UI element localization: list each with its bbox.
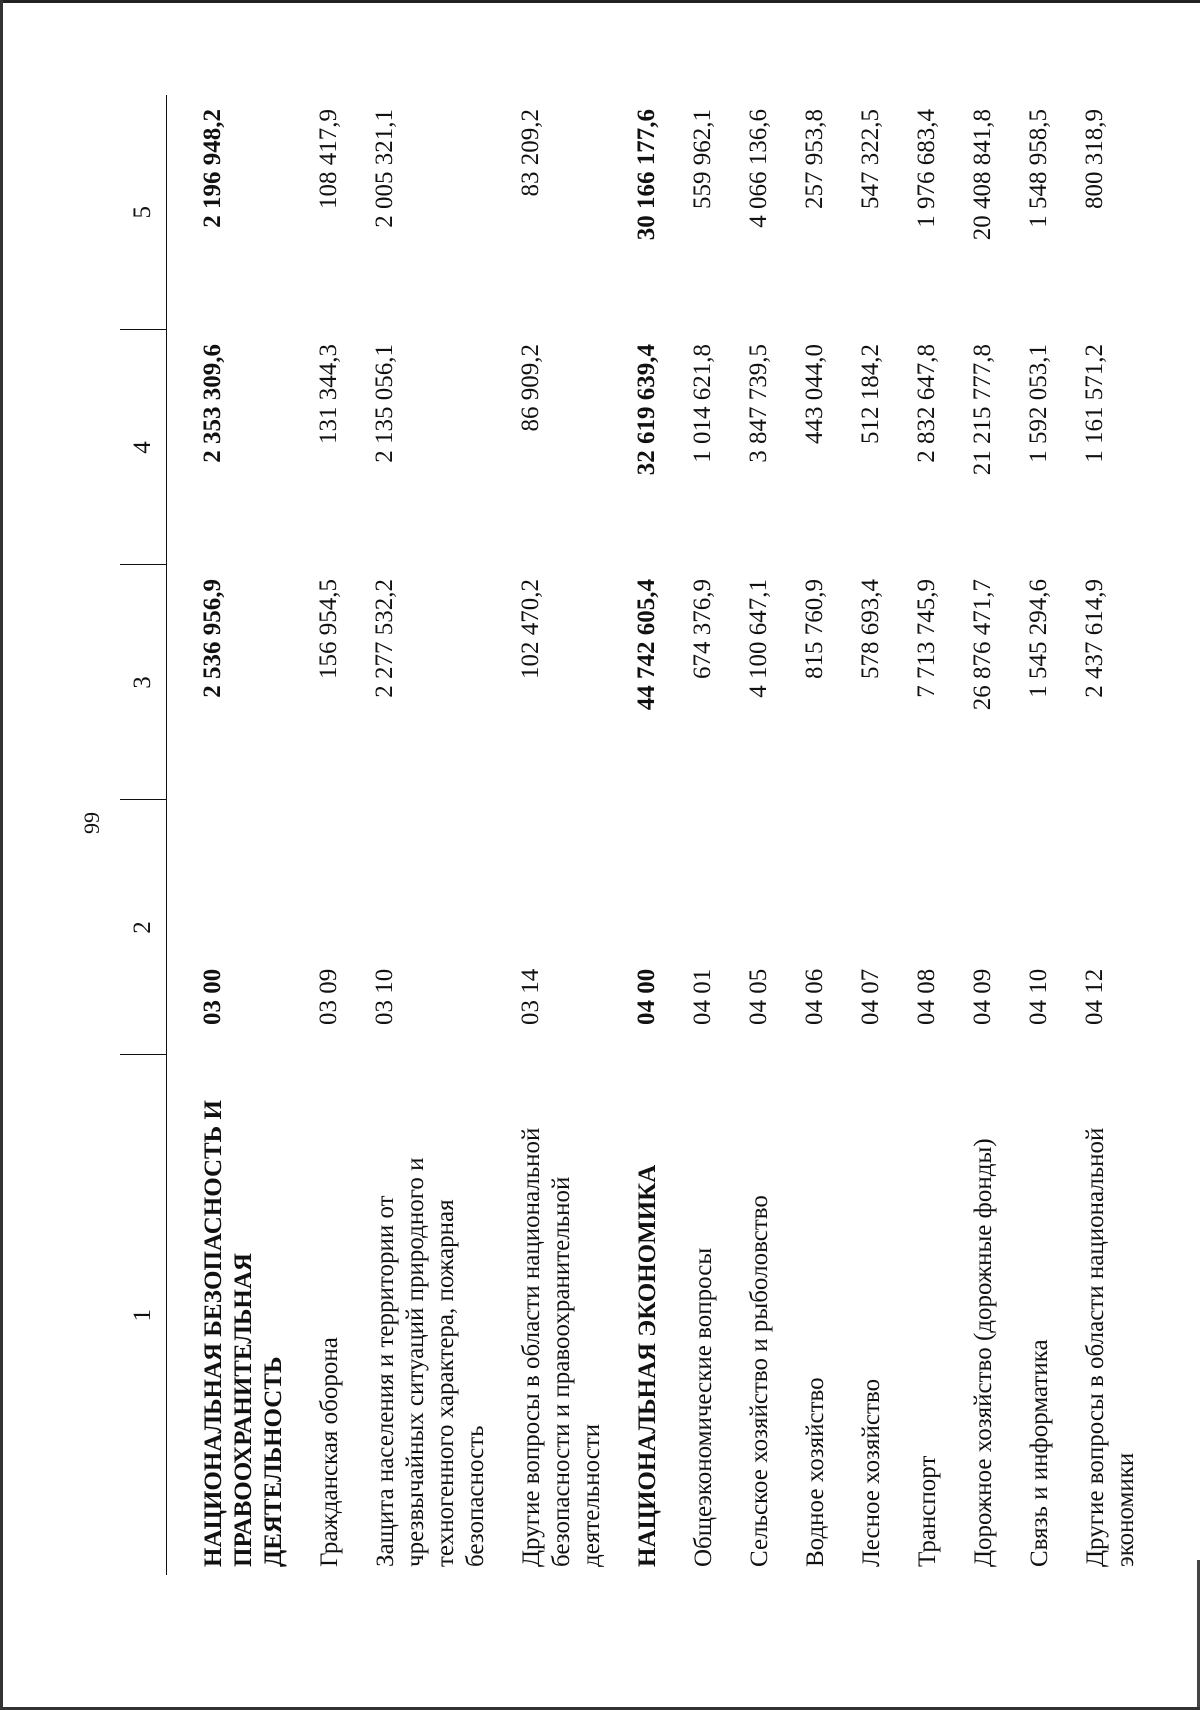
row-value-col5: 2 005 321,1 [371,109,398,228]
row-value-col4: 2 832 647,8 [913,344,940,463]
table-row [887,95,943,1575]
row-value-col3: 2 437 614,9 [1081,579,1108,698]
row-value-col4: 1 014 621,8 [689,344,716,463]
scan-edge [0,0,1200,3]
row-code-cell: 03 00 [199,968,226,1025]
row-code-cell: 04 12 [1081,968,1108,1025]
row-name-cell: Гражданская оборона [316,1337,343,1567]
row-value-col3: 102 470,2 [517,579,544,679]
row-name-cell: НАЦИОНАЛЬНАЯ ЭКОНОМИКА [634,1164,661,1567]
row-value-col3: 674 376,9 [689,579,716,679]
table-row [1055,95,1141,1575]
row-value-col5: 108 417,9 [315,109,342,209]
row-code-cell: 04 07 [857,968,884,1025]
row-value-col3: 815 760,9 [801,579,828,679]
table-row [831,95,887,1575]
row-value-col3: 156 954,5 [315,579,342,679]
row-value-col4: 1 161 571,2 [1081,344,1108,463]
table-header-row [120,95,167,1575]
row-code-cell: 04 06 [801,968,828,1025]
row-value-col4: 86 909,2 [517,344,544,432]
column-header: 4 [120,330,167,565]
column-header: 1 [120,1055,167,1575]
row-value-col4: 2 353 309,6 [199,344,226,463]
rotated-table-container [120,95,1180,1575]
row-name-cell: Другие вопросы в области национальной экономики [1082,1127,1139,1567]
table-row [607,95,663,1575]
row-code-cell: 04 08 [913,968,940,1025]
row-value-col4: 32 619 639,4 [633,344,660,476]
row-name-cell: Другие вопросы в области национальной безопасности и правоохранительной деятельности [518,1127,605,1567]
table-row [663,95,719,1575]
row-value-col5: 800 318,9 [1081,109,1108,209]
table-row [999,95,1055,1575]
table-row [943,95,999,1575]
row-value-col5: 4 066 136,6 [745,109,772,228]
row-value-col5: 1 976 683,4 [913,109,940,228]
row-value-col4: 512 184,2 [857,344,884,444]
row-code-cell: 04 10 [1025,968,1052,1025]
row-value-col4: 1 592 053,1 [1025,344,1052,463]
row-code-cell: 03 09 [315,968,342,1025]
row-value-col3: 4 100 647,1 [745,579,772,698]
row-value-col5: 20 408 841,8 [969,109,996,241]
row-value-col4: 2 135 056,1 [371,344,398,463]
scan-edge [0,0,3,1710]
row-value-col5: 1 548 958,5 [1025,109,1052,228]
row-name-cell: Лесное хозяйство [858,1378,885,1567]
row-value-col5: 559 962,1 [689,109,716,209]
row-value-col3: 44 742 605,4 [633,579,660,711]
row-value-col3: 7 713 745,9 [913,579,940,698]
row-value-col5: 547 322,5 [857,109,884,209]
table-row [289,95,345,1575]
row-value-col4: 3 847 739,5 [745,344,772,463]
row-name-cell: Общеэкономические вопросы [690,1247,717,1567]
row-value-col3: 2 277 532,2 [371,579,398,698]
table-row [719,95,775,1575]
row-code-cell: 03 10 [371,968,398,1025]
table-row [775,95,831,1575]
table-row [345,95,491,1575]
row-value-col3: 578 693,4 [857,579,884,679]
column-header: 2 [120,800,167,1055]
row-name-cell: Сельское хозяйство и рыболовство [746,1195,773,1567]
row-code-cell: 04 09 [969,968,996,1025]
row-code-cell: 04 01 [689,968,716,1025]
row-name-cell: Водное хозяйство [802,1377,829,1567]
row-value-col3: 1 545 294,6 [1025,579,1052,698]
row-name-cell: Дорожное хозяйство (дорожные фонды) [970,1138,997,1567]
row-value-col3: 26 876 471,7 [969,579,996,711]
column-header: 3 [120,565,167,800]
rotated-table-area [120,95,1180,1575]
row-value-col5: 83 209,2 [517,109,544,197]
row-name-cell: Транспорт [914,1455,941,1567]
row-code-cell: 04 05 [745,968,772,1025]
row-code-cell: 03 14 [517,968,544,1025]
table-row [167,95,290,1575]
row-value-col5: 257 953,8 [801,109,828,209]
row-value-col5: 30 166 177,6 [633,109,660,241]
row-value-col5: 2 196 948,2 [199,109,226,228]
row-value-col4: 131 344,3 [315,344,342,444]
budget-table [120,95,1141,1575]
row-value-col4: 21 215 777,8 [969,344,996,476]
table-row [491,95,607,1575]
row-name-cell: Защита населения и территории от чрезвычайных ситуаций природного и техногенного характера, пожарная безопасность [372,1157,489,1567]
column-header: 5 [120,95,167,330]
page-number: 99 [79,812,104,834]
row-code-cell: 04 00 [633,968,660,1025]
row-name-cell: НАЦИОНАЛЬНАЯ БЕЗОПАСНОСТЬ И ПРАВООХРАНИТЕЛЬНАЯ ДЕЯТЕЛЬНОСТЬ [200,1100,287,1567]
row-value-col3: 2 536 956,9 [199,579,226,698]
row-value-col4: 443 044,0 [801,344,828,444]
row-name-cell: Связь и информатика [1026,1339,1053,1567]
